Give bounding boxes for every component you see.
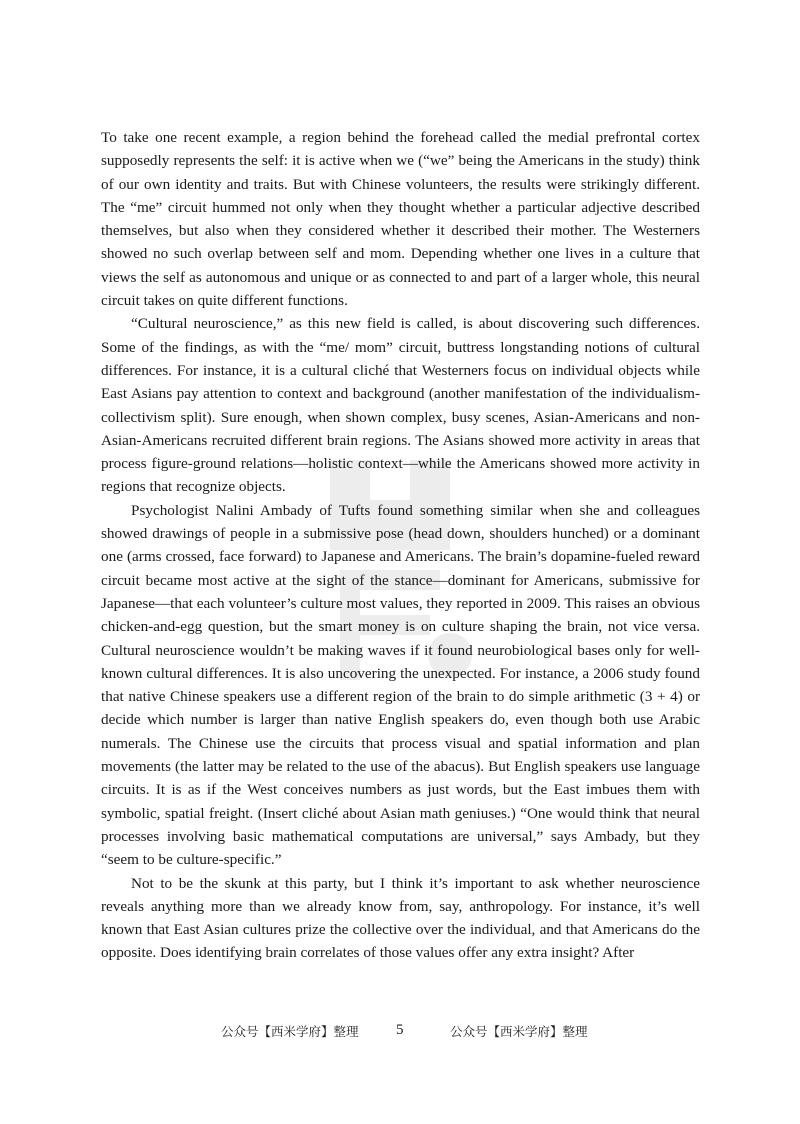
paragraph-3: Psychologist Nalini Ambady of Tufts found something similar when she and colleagues showed drawings of people in a submissive pose (head down, shoulders hunched) or a dominant one (arms crossed, face forward) to Japanese and Americans. The brain’s dopamine-fueled reward circuit became most active at the sight of the stance—dominant for Americans, submissive for Japanese—that each volunteer’s culture most values, they reported in 2009. This raises an obvious chicken-and-egg question, but the smart money is on culture shaping the brain, not vice versa. Cultural neuroscience wouldn’t be making waves if it found neurobiological bases only for well-known cultural differences. It is also uncovering the unexpected. For instance, a 2006 study found that native Chinese speakers use a different region of the brain to do simple arithmetic (3 + 4) or decide which number is larger than native English speakers do, even though both use Arabic numerals. The Chinese use the circuits that process visual and spatial information and plan movements (the latter may be related to the use of the abacus). But English speakers use language circuits. It is as if the West conceives numbers as just words, but the East imbues them with symbolic, spatial freight. (Insert cliché about Asian math geniuses.) “One would think that neural processes involving basic mathematical computations are universal,” says Ambady, but they “seem to be culture-specific.”	[101, 501, 700, 869]
paragraph-2: “Cultural neuroscience,” as this new field is called, is about discovering such differences. Some of the findings, as with the “me/ mom” circuit, buttress longstanding notions of cultural differences. For instance, it is a cultural cliché that Westerners focus on individual objects while East Asians pay attention to context and background (another manifestation of the individualism-collectivism split). Sure enough, when shown complex, busy scenes, Asian-Americans and non-Asian-Americans recruited different brain regions. The Asians showed more activity in areas that process figure-ground relations—holistic context—while the Americans showed more activity in regions that recognize objects.	[101, 315, 700, 496]
page-number: 5	[396, 1022, 404, 1038]
page-footer	[0, 1022, 800, 1046]
paragraph-4: Not to be the skunk at this party, but I think it’s important to ask whether neuroscience reveals anything more than we already know from, say, anthropology. For instance, it’s well known that East Asian cultures prize the collective over the individual, and that Americans do the opposite. Does identifying brain correlates of those values offer any extra insight? After	[101, 874, 700, 962]
paragraph-1: To take one recent example, a region behind the forehead called the medial prefrontal cortex supposedly represents the self: it is active when we (“we” being the Americans in the study) think of our own identity and traits. But with Chinese volunteers, the results were strikingly different. The “me” circuit hummed not only when they thought whether a particular adjective described themselves, but also when they considered whether it described their mother. The Westerners showed no such overlap between self and mom. Depending whether one lives in a culture that views the self as autonomous and unique or as connected to and part of a larger whole, this neural circuit takes on quite different functions.	[101, 129, 700, 310]
footer-right-credit: 公众号【西米学府】整理	[450, 1024, 588, 1039]
footer-left-credit: 公众号【西米学府】整理	[221, 1024, 359, 1039]
article-body	[101, 126, 700, 965]
